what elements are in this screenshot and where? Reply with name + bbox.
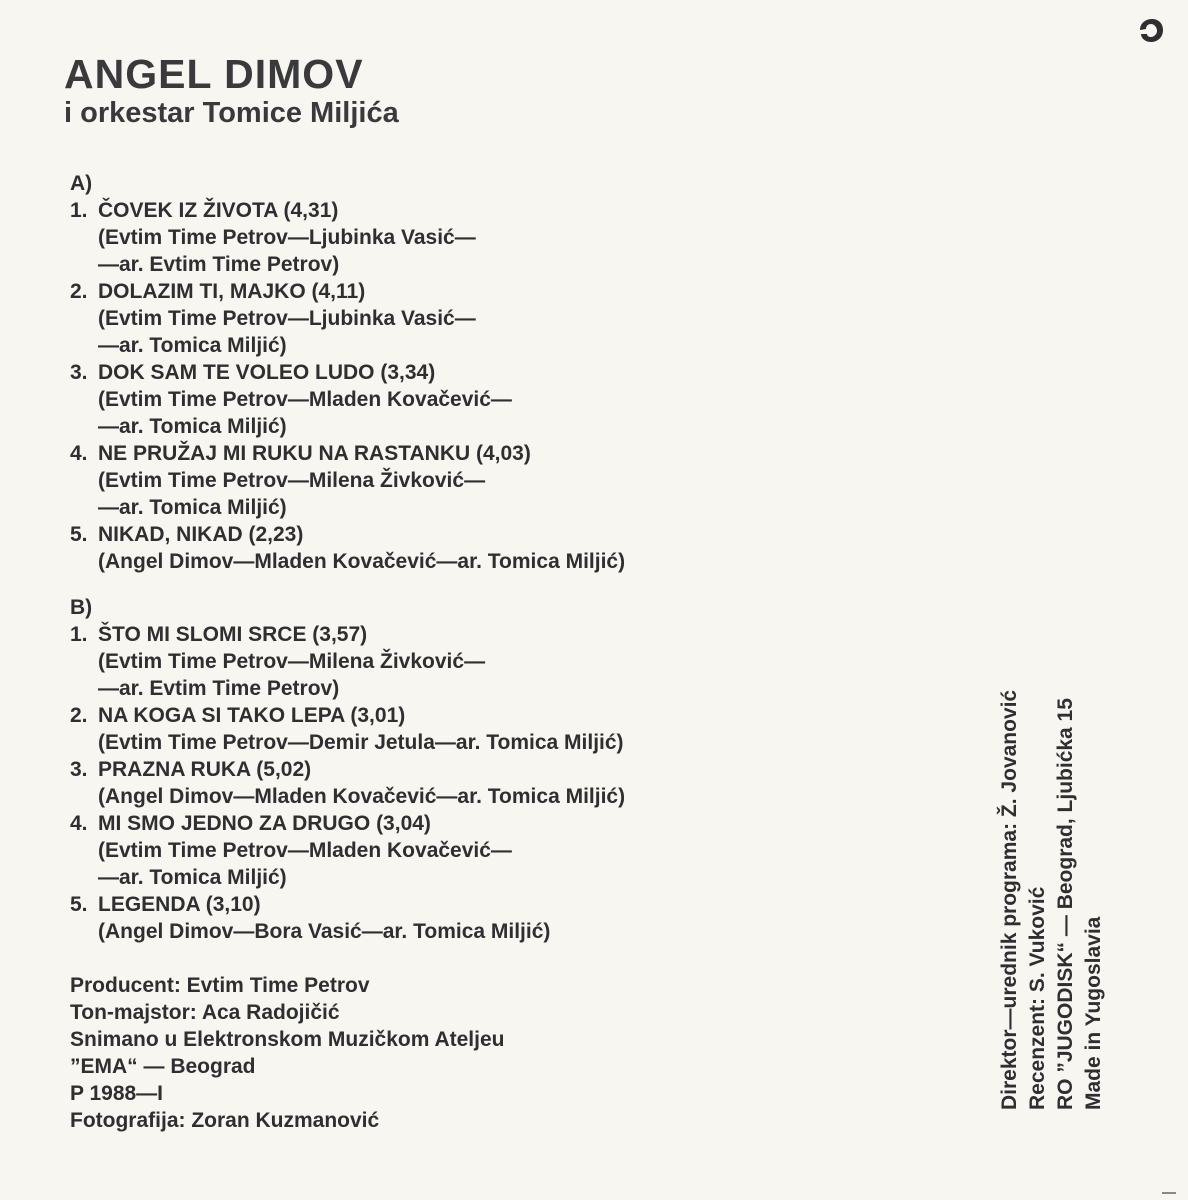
footer-credit-line: Producent: Evtim Time Petrov — [70, 974, 370, 997]
footer-credit-line: Fotografija: Zoran Kuzmanović — [70, 1109, 380, 1132]
track-number: 1. — [70, 623, 88, 646]
track-title-line — [70, 810, 625, 837]
track-title-line — [70, 756, 625, 783]
track-number: 5. — [70, 893, 88, 916]
track-credits: —ar. Tomica Miljić) — [98, 496, 287, 519]
vertical-credits — [996, 590, 1108, 1110]
track-title: DOK SAM TE VOLEO LUDO (3,34) — [98, 361, 436, 384]
track-title: MI SMO JEDNO ZA DRUGO (3,04) — [98, 812, 431, 835]
artist-name: ANGEL DIMOV — [64, 51, 364, 97]
vertical-credit-line: Direktor—urednik programa: Ž. Jovanović — [998, 689, 1021, 1110]
track-credits: (Angel Dimov—Bora Vasić—ar. Tomica Miljić) — [98, 920, 551, 943]
side-a-label: A) — [70, 172, 93, 195]
edge-mark — [1162, 1192, 1176, 1194]
footer-credit-line: Snimano u Elektronskom Muzičkom Ateljeu — [70, 1028, 505, 1051]
track-number: 2. — [70, 280, 88, 303]
vertical-credit-line: RO ”JUGODISK“ — Beograd, Ljubićka 15 — [1054, 698, 1077, 1110]
side-b-label: B) — [70, 596, 93, 619]
track-title-line — [70, 702, 625, 729]
track-credits: (Evtim Time Petrov—Milena Živković— — [98, 469, 486, 492]
vertical-credit-line: Made in Yugoslavia — [1082, 916, 1105, 1110]
track-title-line — [70, 621, 625, 648]
side-b-tracklist — [70, 594, 625, 945]
track-title-line — [70, 278, 625, 305]
footer-credit-line: ”EMA“ — Beograd — [70, 1055, 256, 1078]
track-credits: —ar. Evtim Time Petrov) — [98, 677, 340, 700]
track-number: 2. — [70, 704, 88, 727]
track-title: LEGENDA (3,10) — [98, 893, 261, 916]
track-number: 4. — [70, 812, 88, 835]
vertical-credits-box — [996, 590, 1116, 1110]
track-credits: (Evtim Time Petrov—Mladen Kovačević— — [98, 839, 512, 862]
track-credits: (Evtim Time Petrov—Milena Živković— — [98, 650, 486, 673]
track-credits: —ar. Tomica Miljić) — [98, 415, 287, 438]
production-credits — [70, 972, 504, 1134]
footer-credit-line: Ton-majstor: Aca Radojičić — [70, 1001, 340, 1024]
footer-credit-line: P 1988—I — [70, 1082, 164, 1105]
track-title: DOLAZIM TI, MAJKO (4,11) — [98, 280, 366, 303]
track-number: 3. — [70, 361, 88, 384]
track-title: NIKAD, NIKAD (2,23) — [98, 523, 304, 546]
track-title: NE PRUŽAJ MI RUKU NA RASTANKU (4,03) — [98, 442, 531, 465]
track-number: 3. — [70, 758, 88, 781]
track-title-line — [70, 891, 625, 918]
track-credits: (Evtim Time Petrov—Ljubinka Vasić— — [98, 226, 476, 249]
track-title: ČOVEK IZ ŽIVOTA (4,31) — [98, 199, 339, 222]
track-credits: —ar. Tomica Miljić) — [98, 334, 287, 357]
track-title: PRAZNA RUKA (5,02) — [98, 758, 312, 781]
orchestra-name: i orkestar Tomice Miljića — [64, 97, 399, 129]
album-header — [64, 52, 399, 130]
track-credits: (Angel Dimov—Mladen Kovačević—ar. Tomica Miljić) — [98, 550, 626, 573]
track-credits: (Evtim Time Petrov—Mladen Kovačević— — [98, 388, 512, 411]
track-title: NA KOGA SI TAKO LEPA (3,01) — [98, 704, 406, 727]
track-number: 5. — [70, 523, 88, 546]
track-title-line — [70, 521, 625, 548]
side-a-tracklist — [70, 170, 625, 575]
track-title-line — [70, 440, 625, 467]
vertical-credit-line: Recenzent: S. Vuković — [1026, 886, 1049, 1110]
jugodisk-logo-icon — [1136, 16, 1166, 46]
track-credits: —ar. Tomica Miljić) — [98, 866, 287, 889]
track-credits: (Evtim Time Petrov—Demir Jetula—ar. Tomica Miljić) — [98, 731, 624, 754]
track-number: 1. — [70, 199, 88, 222]
track-title: ŠTO MI SLOMI SRCE (3,57) — [98, 623, 368, 646]
track-credits: —ar. Evtim Time Petrov) — [98, 253, 340, 276]
track-credits: (Evtim Time Petrov—Ljubinka Vasić— — [98, 307, 476, 330]
track-title-line — [70, 197, 625, 224]
track-number: 4. — [70, 442, 88, 465]
track-credits: (Angel Dimov—Mladen Kovačević—ar. Tomica Miljić) — [98, 785, 626, 808]
track-title-line — [70, 359, 625, 386]
